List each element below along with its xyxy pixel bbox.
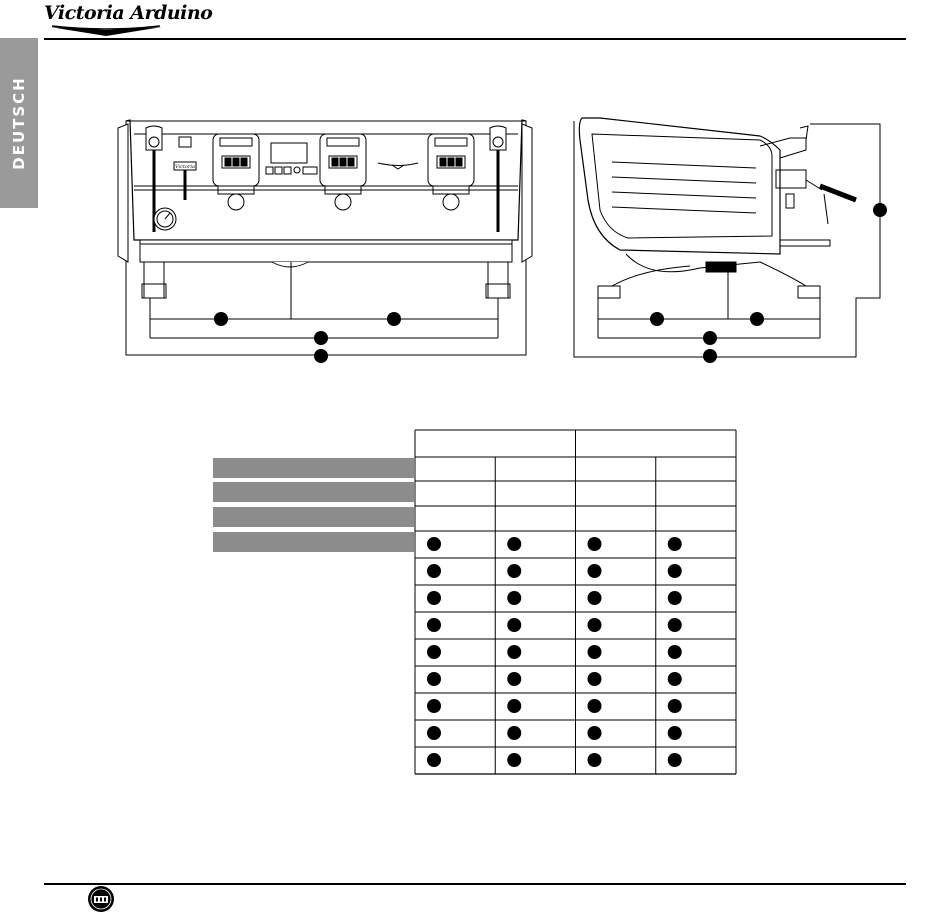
dimension-marker-dot [427,726,441,740]
dimension-marker-dot [507,726,521,740]
dimension-marker-dot [588,672,602,686]
dimension-marker-dot [507,618,521,632]
dimension-marker-dot [427,537,441,551]
dimension-marker-dot [668,618,682,632]
dimension-marker-dot [588,753,602,767]
dimension-marker-dot [427,699,441,713]
footer-rule [44,883,906,885]
dimension-marker-dot [427,672,441,686]
brand-name: Victoria Arduino [44,2,213,24]
dimension-marker-dot [588,537,602,551]
dimension-marker-dot [588,618,602,632]
dimension-marker-dot [427,753,441,767]
dimension-marker-dot [427,618,441,632]
dimension-marker-dot [588,591,602,605]
dimension-marker-dot [668,591,682,605]
dimension-marker-dot [427,591,441,605]
dimension-marker-dot [427,564,441,578]
dimension-marker-dot [668,753,682,767]
dimension-marker-dot [668,564,682,578]
dimension-marker-dot [588,564,602,578]
dimension-marker-dot [507,699,521,713]
dimension-marker-dot [507,753,521,767]
dimension-marker-dot [507,537,521,551]
dimension-marker-dot [588,645,602,659]
spec-table-grid [415,430,736,774]
dimension-marker-dot [668,645,682,659]
dimension-marker-dot [507,672,521,686]
language-tab-label: DEUTSCH [10,76,28,170]
dimension-marker-dot [427,645,441,659]
dimension-marker-dot [588,699,602,713]
dimension-marker-dot [668,537,682,551]
dimension-marker-dot [668,699,682,713]
dimension-marker-dot [668,672,682,686]
front-panel-badge: Victoria [175,164,195,170]
dimension-marker-dot [507,645,521,659]
dimension-marker-dot [507,564,521,578]
seal-badge-icon [86,884,116,914]
dimension-marker-dot [668,726,682,740]
spec-table-markers [427,537,682,767]
dimension-marker-dot [588,726,602,740]
dimension-marker-dot [507,591,521,605]
